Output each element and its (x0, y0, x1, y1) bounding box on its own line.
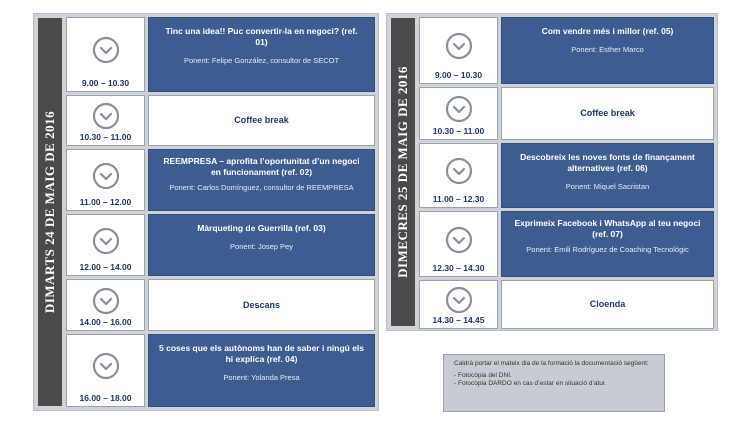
day2-schedule-panel (386, 13, 718, 331)
time-cell (419, 17, 498, 84)
break-card (148, 279, 375, 331)
session-card (148, 17, 375, 92)
day2-date-bar (391, 18, 415, 326)
day1-schedule-panel (33, 13, 379, 411)
session-row (66, 214, 375, 276)
session-title: Coffee break (234, 115, 289, 125)
session-time: 14.00 – 16.00 (79, 317, 132, 327)
session-title: 5 coses que els autònoms han de saber i ningú els hi explica (ref. 04) (159, 343, 365, 364)
note-item: - Fotocòpia DARDO en cas d’estar en situació d’atur. (454, 380, 607, 387)
time-cell (419, 280, 498, 329)
session-speaker: Ponent: Yolanda Presa (223, 373, 300, 382)
session-row (66, 17, 375, 92)
session-row (419, 17, 714, 84)
session-row (66, 149, 375, 211)
session-speaker: Ponent: Josep Pey (230, 242, 293, 251)
session-card (148, 334, 375, 407)
session-row (419, 87, 714, 140)
time-cell (419, 211, 498, 277)
time-cell (66, 149, 145, 211)
clock-icon (444, 22, 474, 70)
session-speaker: Ponent: Esther Marco (571, 45, 644, 54)
time-cell (419, 143, 498, 208)
session-title: Exprimeix Facebook i WhatsApp al teu negoci (ref. 07) (514, 218, 701, 239)
session-title: Descobreix les noves fonts de finançament alternatives (ref. 06) (520, 152, 695, 173)
session-title: Com vendre més i millor (ref. 05) (541, 26, 674, 36)
session-time: 9.00 – 10.30 (81, 78, 130, 88)
session-speaker: Ponent: Carlos Domínguez, consultor de REEMPRESA (169, 183, 354, 192)
break-card (148, 95, 375, 146)
time-cell (66, 279, 145, 331)
time-cell (66, 95, 145, 146)
session-time: 12.30 – 14.30 (432, 263, 485, 273)
session-title: Cloenda (589, 299, 626, 309)
clock-icon (444, 285, 474, 315)
note-intro: Caldrà portar el mateix dia de la formació la documentació següent: (454, 360, 649, 367)
break-card (501, 280, 714, 329)
clock-icon (444, 148, 474, 194)
time-cell (66, 334, 145, 407)
session-time: 10.30 – 11.00 (432, 126, 485, 136)
session-row (66, 279, 375, 331)
time-cell (419, 87, 498, 140)
session-card (501, 17, 714, 84)
day2-date-label: DIMECRES 25 DE MAIG DE 2016 (395, 66, 410, 278)
clock-icon (91, 284, 121, 317)
clock-icon (91, 100, 121, 132)
clock-icon (91, 219, 121, 262)
session-row (66, 334, 375, 407)
session-card (148, 214, 375, 276)
clock-icon (91, 22, 121, 78)
session-card (501, 211, 714, 277)
break-card (501, 87, 714, 140)
session-row (66, 95, 375, 146)
session-title: Màrqueting de Guerrilla (ref. 03) (197, 223, 326, 233)
clock-icon (91, 154, 121, 197)
session-row (419, 211, 714, 277)
note-list (454, 372, 654, 388)
session-title: Coffee break (580, 108, 635, 118)
time-cell (66, 214, 145, 276)
session-time: 12.00 – 14.00 (79, 262, 132, 272)
session-card (501, 143, 714, 208)
clock-icon (91, 339, 121, 393)
session-card (148, 149, 375, 211)
session-time: 16.00 – 18.00 (79, 393, 132, 403)
session-time: 9.00 – 10.30 (434, 70, 483, 80)
session-speaker: Ponent: Emili Rodríguez de Coaching Tecnològic (526, 245, 689, 254)
session-time: 11.00 – 12.30 (432, 194, 485, 204)
session-title: Tinc una idea!! Puc convertir-la en negoci? (ref. 01) (165, 26, 358, 47)
day1-date-bar (38, 18, 62, 406)
time-cell (66, 17, 145, 92)
session-title: Descans (242, 299, 281, 310)
session-title: REEMPRESA – aprofita l’oportunitat d’un negoci en funcionament (ref. 02) (163, 156, 360, 177)
session-time: 10.30 – 11.00 (79, 132, 132, 142)
day1-date-label: DIMARTS 24 DE MAIG DE 2016 (42, 110, 57, 314)
session-speaker: Ponent: Miquel Sacristan (565, 182, 650, 191)
session-time: 14.30 – 14.45 (432, 315, 485, 325)
session-time: 11.00 – 12.00 (79, 197, 132, 207)
documentation-note (443, 354, 665, 412)
clock-icon (444, 92, 474, 126)
session-row (419, 280, 714, 329)
note-item: - Fotocòpia del DNI. (454, 372, 512, 379)
session-speaker: Ponent: Felipe González, consultor de SECOT (183, 56, 340, 65)
clock-icon (444, 216, 474, 263)
session-row (419, 143, 714, 208)
